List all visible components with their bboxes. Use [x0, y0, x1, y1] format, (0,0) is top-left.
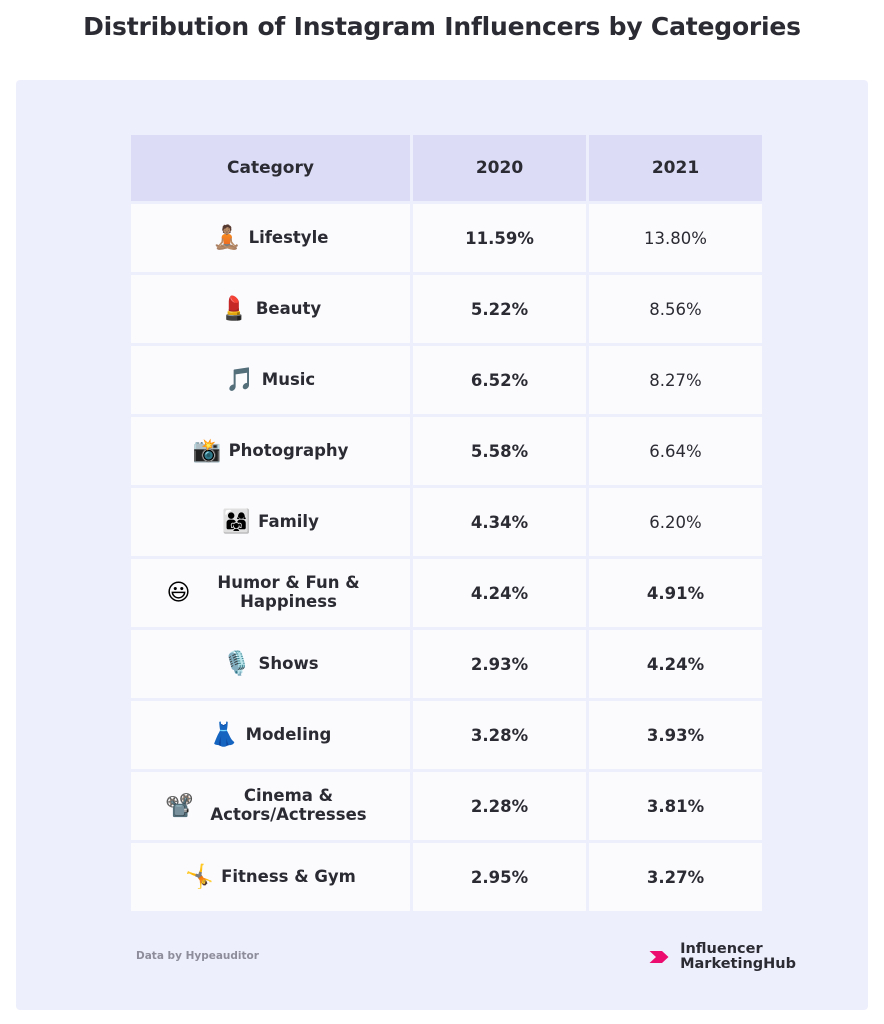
category-cell — [131, 275, 410, 343]
value-2021: 3.81% — [646, 796, 705, 816]
category-label: Music — [261, 369, 316, 389]
brand-logo — [648, 942, 796, 972]
grinning-face-icon: 😃 — [166, 579, 191, 606]
value-2020: 2.93% — [470, 654, 529, 674]
dress-icon: 👗 — [209, 721, 239, 748]
lipstick-icon: 💄 — [219, 295, 249, 322]
category-label: Beauty — [255, 298, 322, 318]
value-2020-cell — [413, 275, 586, 343]
category-cell — [131, 204, 410, 272]
category-label: Humor & Fun & Happiness — [217, 573, 360, 611]
category-label: Cinema & Actors/Actresses — [210, 786, 367, 824]
category-cell — [131, 346, 410, 414]
value-2021: 4.91% — [646, 583, 705, 603]
studio-microphone-icon: 🎙️ — [222, 650, 252, 677]
category-label: Family — [258, 511, 319, 531]
value-2021-cell — [589, 204, 762, 272]
value-2021-cell — [589, 701, 762, 769]
value-2021-cell — [589, 488, 762, 556]
category-label: Lifestyle — [248, 227, 329, 247]
column-header-2021: 2021 — [589, 135, 762, 201]
category-label: Shows — [258, 653, 319, 673]
value-2021-cell — [589, 843, 762, 911]
value-2020-cell — [413, 417, 586, 485]
table-row — [131, 417, 763, 485]
value-2021: 6.20% — [649, 512, 702, 532]
category-label: Fitness & Gym — [221, 866, 356, 886]
value-2020-cell — [413, 204, 586, 272]
table-row — [131, 275, 763, 343]
musical-notes-icon: 🎵 — [225, 366, 255, 393]
value-2021-cell — [589, 417, 762, 485]
value-2021-cell — [589, 630, 762, 698]
value-2021: 8.27% — [649, 370, 702, 390]
category-cell — [131, 630, 410, 698]
category-label: Modeling — [245, 724, 332, 744]
data-table — [131, 135, 763, 914]
value-2020-cell — [413, 630, 586, 698]
value-2020: 5.58% — [470, 441, 529, 461]
value-2020-cell — [413, 559, 586, 627]
family-icon: 👨‍👩‍👧 — [222, 508, 251, 535]
data-source-note: Data by Hypeauditor — [136, 950, 259, 962]
value-2020-cell — [413, 346, 586, 414]
value-2020: 4.24% — [470, 583, 529, 603]
category-cell — [131, 772, 410, 840]
value-2021-cell — [589, 772, 762, 840]
camera-with-flash-icon: 📸 — [192, 437, 222, 464]
value-2020-cell — [413, 843, 586, 911]
table-row — [131, 204, 763, 272]
value-2021: 4.24% — [646, 654, 705, 674]
value-2021: 6.64% — [649, 441, 702, 461]
category-cell — [131, 559, 410, 627]
table-row — [131, 559, 763, 627]
column-header-2020: 2020 — [413, 135, 586, 201]
value-2021-cell — [589, 275, 762, 343]
brand-line-2: MarketingHub — [680, 955, 796, 972]
film-projector-icon: 📽️ — [165, 792, 194, 819]
brand-logo-text — [680, 942, 796, 972]
table-row — [131, 346, 763, 414]
value-2020: 5.22% — [470, 299, 529, 319]
table-panel — [16, 80, 868, 1010]
value-2020-cell — [413, 701, 586, 769]
value-2020: 4.34% — [470, 512, 529, 532]
value-2021: 8.56% — [649, 299, 702, 319]
person-in-lotus-position-icon: 🧘🏽 — [212, 224, 242, 251]
category-label: Photography — [228, 440, 349, 460]
table-row — [131, 488, 763, 556]
table-header-row — [131, 135, 763, 201]
value-2020: 2.28% — [470, 796, 529, 816]
table-row — [131, 772, 763, 840]
heart-arrow-logo-icon — [648, 944, 673, 969]
column-header-category: Category — [131, 135, 410, 201]
category-cell — [131, 843, 410, 911]
value-2021: 13.80% — [644, 228, 707, 248]
table-row — [131, 843, 763, 911]
value-2021-cell — [589, 346, 762, 414]
value-2020-cell — [413, 488, 586, 556]
value-2020: 11.59% — [465, 228, 534, 248]
value-2021: 3.27% — [646, 867, 705, 887]
value-2020: 2.95% — [470, 867, 529, 887]
category-cell — [131, 488, 410, 556]
category-cell — [131, 701, 410, 769]
value-2021: 3.93% — [646, 725, 705, 745]
brand-line-1: Influencer — [680, 940, 763, 957]
value-2021-cell — [589, 559, 762, 627]
category-cell — [131, 417, 410, 485]
person-cartwheeling-icon: 🤸 — [185, 863, 214, 890]
page-title: Distribution of Instagram Influencers by Categories — [83, 12, 801, 41]
table-row — [131, 701, 763, 769]
value-2020-cell — [413, 772, 586, 840]
value-2020: 6.52% — [470, 370, 529, 390]
value-2020: 3.28% — [470, 725, 529, 745]
table-row — [131, 630, 763, 698]
